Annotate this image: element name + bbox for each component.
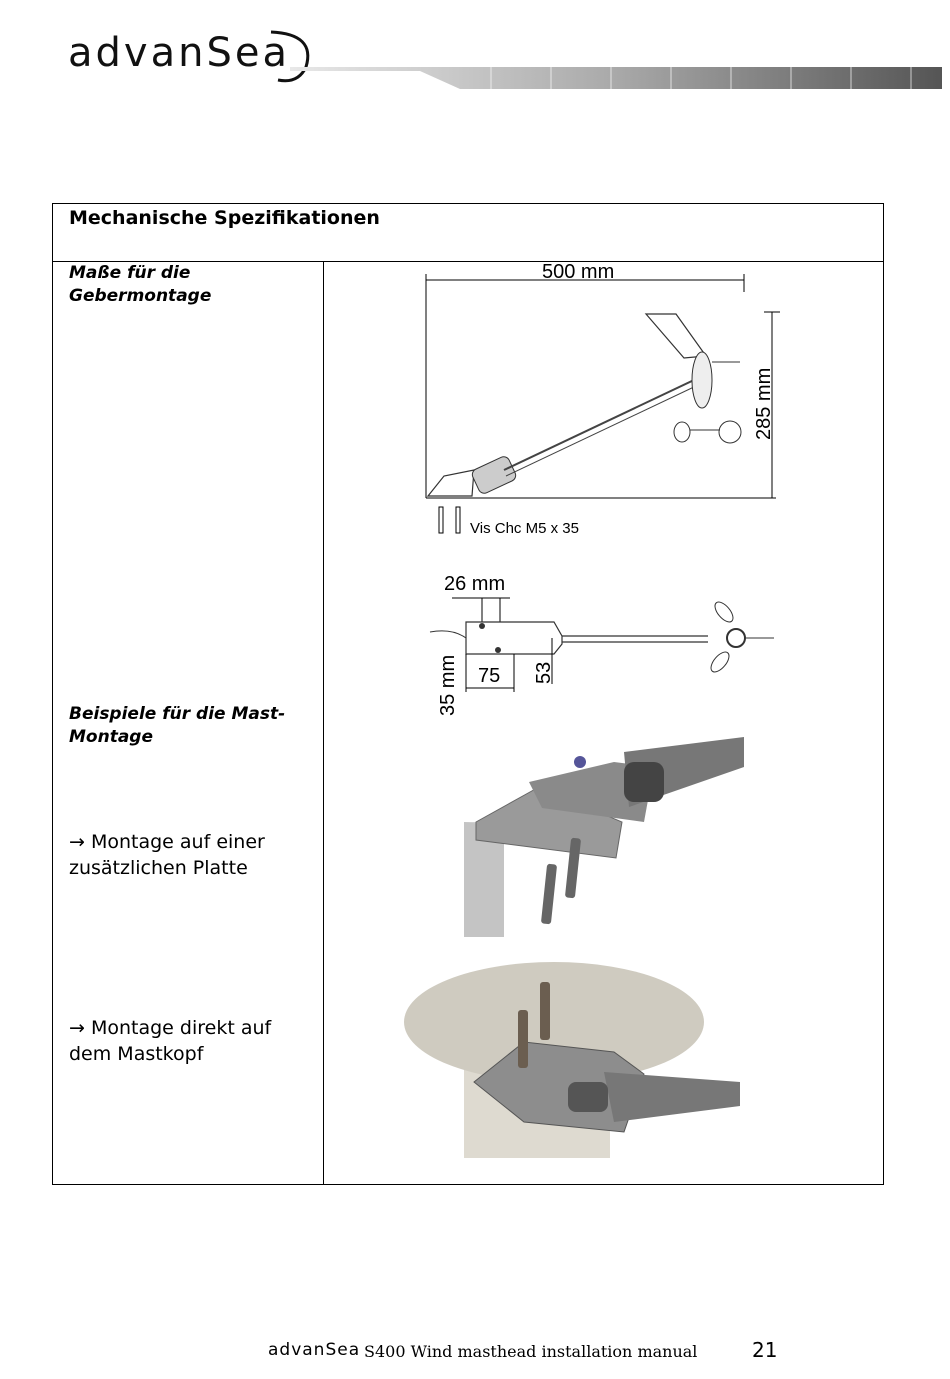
length-dimension-label: 75: [478, 665, 501, 687]
width-dimension-label: 500 mm: [542, 262, 615, 283]
height-dimension-label: 285 mm: [753, 367, 775, 440]
base-dimension-label: 35 mm: [437, 654, 459, 716]
left-column: [53, 262, 324, 1185]
logo-text: advanSea: [68, 30, 290, 76]
mechanical-spec-table: [52, 203, 884, 1185]
header-gradient-band: [290, 67, 942, 89]
footer-logo: advanSea: [268, 1340, 361, 1360]
table-title-cell: [53, 204, 884, 262]
screw-spec-label: Vis Chc M5 x 35: [470, 520, 579, 537]
side-view-dimension-drawing: [426, 262, 780, 537]
footer-manual-title: S400 Wind masthead installation manual: [364, 1342, 698, 1361]
section-dimensions-heading: Maße für die Gebermontage: [69, 263, 212, 306]
technical-drawings: [324, 262, 880, 1180]
advansea-logo: [66, 22, 316, 92]
direct-mast-mount-illustration: [404, 962, 740, 1158]
page-footer: [268, 1338, 788, 1366]
plate-mount-illustration: [464, 737, 744, 937]
depth-dimension-label: 26 mm: [444, 573, 506, 595]
top-view-dimension-drawing: [430, 573, 774, 716]
offset-dimension-label: 53: [533, 661, 555, 684]
bullet-direct-mast: → Montage direkt auf dem Mastkopf: [69, 1017, 272, 1065]
table-title: Mechanische Spezifikationen: [69, 207, 380, 229]
page-number: 21: [752, 1338, 778, 1362]
right-column: [324, 262, 884, 1185]
section-mast-examples-heading: Beispiele für die Mast- Montage: [69, 704, 286, 747]
bullet-extra-plate: → Montage auf einer zusätzlichen Platte: [69, 831, 265, 879]
